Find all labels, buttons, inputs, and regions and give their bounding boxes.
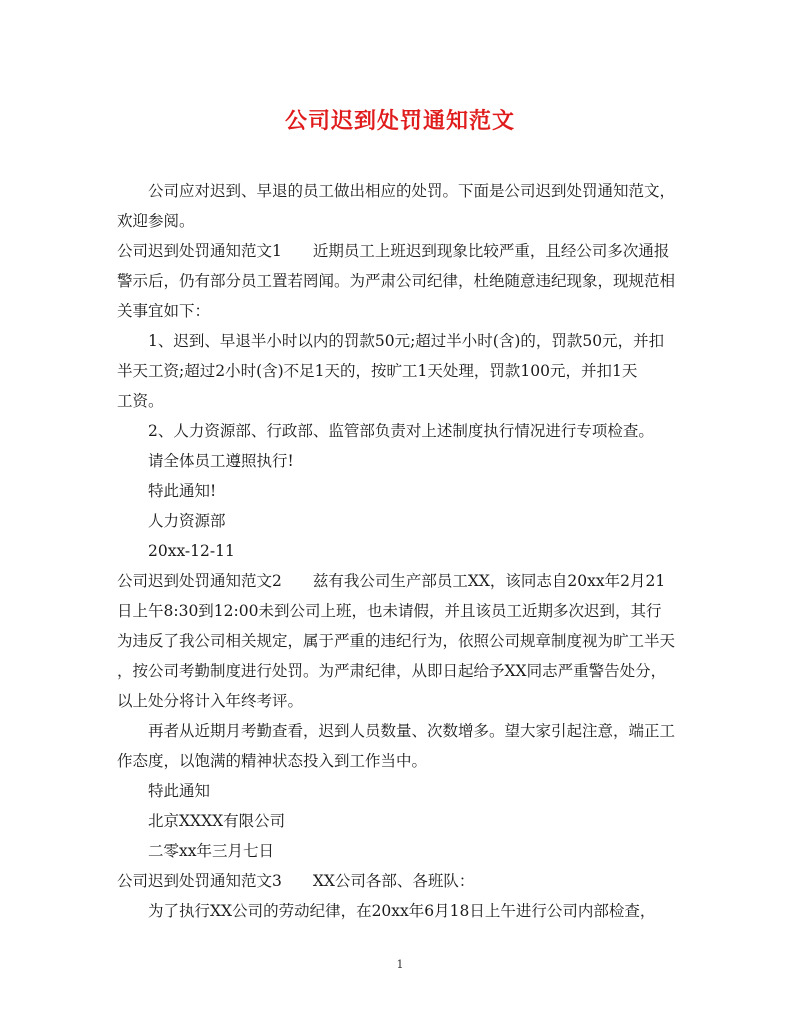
paragraph-line: ，按公司考勤制度进行处罚。为严肃纪律，从即日起给予XX同志严重警告处分，	[117, 662, 667, 680]
paragraph-line: 关事宜如下：	[117, 302, 211, 320]
paragraph-line: 警示后，仍有部分员工置若罔闻。为严肃公司纪律，杜绝随意违纪现象，现规范相	[117, 272, 676, 290]
paragraph-line: 日上午8:30到12:00未到公司上班，也未请假，并且该员工近期多次迟到，其行	[117, 602, 662, 620]
paragraph-line: 公司应对迟到、早退的员工做出相应的处罚。下面是公司迟到处罚通知范文，	[148, 182, 676, 200]
paragraph-line: 1、迟到、早退半小时以内的罚款50元;超过半小时(含)的，罚款50元，并扣	[148, 332, 665, 350]
paragraph-line: 为违反了我公司相关规定，属于严重的违纪行为，依照公司规章制度视为旷工半天	[117, 632, 676, 650]
paragraph-line: 2、人力资源部、行政部、监管部负责对上述制度执行情况进行专项检查。	[148, 422, 654, 440]
page-number: 1	[396, 958, 404, 971]
paragraph-line: 为了执行XX公司的劳动纪律，在20xx年6月18日上午进行公司内部检查，	[148, 902, 656, 920]
document-title: 公司迟到处罚通知范文	[284, 108, 515, 134]
paragraph-line: 公司迟到处罚通知范文3 XX公司各部、各班队：	[117, 872, 475, 890]
paragraph-line: 北京XXXX有限公司	[148, 812, 286, 830]
paragraph-line: 20xx-12-11	[148, 542, 235, 560]
paragraph-line: 工资。	[117, 392, 164, 410]
paragraph-line: 半天工资;超过2小时(含)不足1天的，按旷工1天处理，罚款100元，并扣1天	[117, 362, 638, 380]
paragraph-line: 人力资源部	[148, 512, 226, 530]
paragraph-line: 二零xx年三月七日	[148, 842, 274, 860]
paragraph-line: 再者从近期月考勤查看，迟到人员数量、次数增多。望大家引起注意，端正工	[148, 722, 676, 740]
document-body	[117, 176, 687, 926]
paragraph-line: 特此通知!	[148, 482, 217, 500]
paragraph-line: 公司迟到处罚通知范文1 近期员工上班迟到现象比较严重，且经公司多次通报	[117, 242, 670, 260]
paragraph-line: 以上处分将计入年终考评。	[117, 692, 304, 710]
paragraph-line: 欢迎参阅。	[117, 212, 195, 230]
paragraph-line: 特此通知	[148, 782, 211, 800]
paragraph-line: 公司迟到处罚通知范文2 兹有我公司生产部员工XX，该同志自20xx年2月21	[117, 572, 666, 590]
paragraph-line: 请全体员工遵照执行!	[148, 452, 294, 470]
paragraph-line: 作态度，以饱满的精神状态投入到工作当中。	[117, 752, 428, 770]
